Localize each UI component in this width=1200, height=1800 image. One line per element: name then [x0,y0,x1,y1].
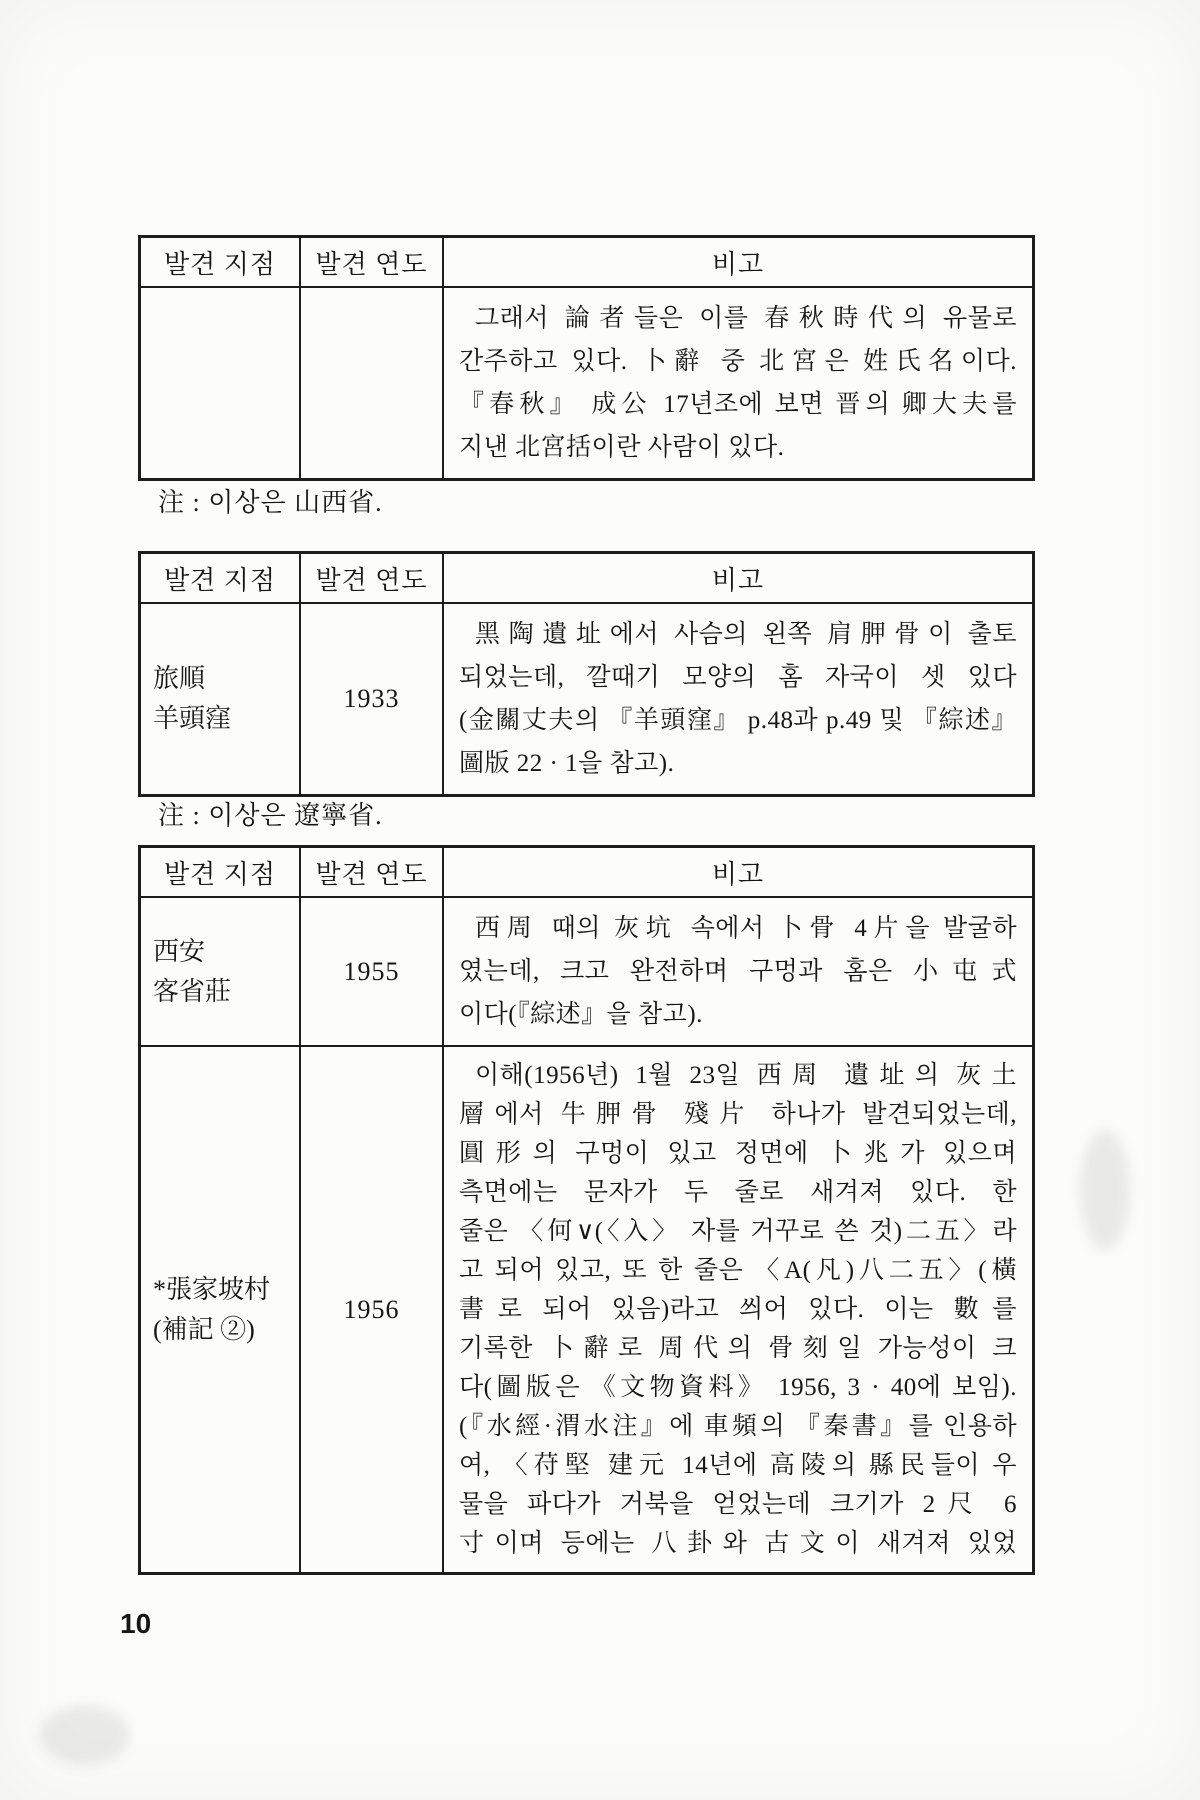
remark-line: 圖版 22 · 1을 참고). [459,750,675,777]
remark-line: 되었는데, 깔때기 모양의 홈 자국이 셋 있다 [459,664,1017,691]
table-row [141,1047,1032,1572]
remark-line: 이해(1956년) 1월 23일 西周 遺址의 灰土 [475,1062,1017,1089]
col-header-year: 발견 연도 [301,554,444,602]
remark-line: (金關丈夫의 『羊頭窪』 p.48과 p.49 및 『綜述』 [459,707,1017,734]
remark-line: 이다(『綜述』을 참고). [459,1001,703,1028]
col-header-year: 발견 연도 [301,238,444,286]
location-line: 西安 [153,936,206,966]
table-row [141,898,1032,1047]
table-row [141,288,1032,478]
remark-line: 였는데, 크고 완전하며 구멍과 홈은 小屯式 [459,958,1017,985]
col-header-remarks: 비고 [711,565,765,595]
discovery-table-liaoning [138,551,1035,797]
remark-line: 다(圖版은 《文物資料》 1956, 3 · 40에 보임). [459,1374,1017,1401]
table-row [141,604,1032,794]
col-header-location: 발견 지점 [141,554,301,602]
location-cell [141,1047,301,1572]
remarks-cell [444,1047,1032,1572]
remark-line: 측면에는 문자가 두 줄로 새겨져 있다. 한 [459,1179,1017,1206]
table-header-row [141,848,1032,898]
location-line: *張家坡村 [153,1274,271,1304]
remark-line: 西周 때의 灰坑 속에서 卜骨 4片을 발굴하 [475,915,1017,942]
col-header-year: 발견 연도 [301,848,444,896]
remark-line: 여, 〈苻堅 建元 14년에 高陵의 縣民들이 우 [459,1452,1017,1479]
table-header-row [141,238,1032,288]
remark-line: 지낸 北宮括이란 사람이 있다. [459,434,785,461]
year-cell: 1933 [301,604,444,794]
remark-line: 고 되어 있고, 또 한 줄은 〈A(凡)八二五〉(橫 [459,1257,1017,1284]
location-cell [141,604,301,794]
remark-line: 간주하고 있다. 卜辭 중 北宮은 姓氏名이다. [459,348,1017,375]
remark-line: 寸이며 등에는 八卦와 古文이 새겨져 있었 [459,1530,1017,1557]
table-header-row [141,554,1032,604]
col-header-remarks: 비고 [711,859,765,889]
col-header-location: 발견 지점 [141,848,301,896]
col-header-location: 발견 지점 [141,238,301,286]
year-cell: 1956 [301,1047,444,1572]
remarks-cell [444,288,1032,478]
remark-line: 黑陶遺址에서 사슴의 왼쪽 肩胛骨이 출토 [475,621,1017,648]
remark-line: 줄은 〈何∨(〈入〉 자를 거꾸로 쓴 것)二五〉라 [459,1218,1017,1245]
remark-line: 그래서 論者들은 이를 春秋時代의 유물로 [475,305,1017,332]
scan-artifact [1080,1130,1130,1250]
scan-artifact [40,1705,130,1765]
remarks-cell [444,604,1032,794]
year-cell [301,288,444,478]
remark-line: 層에서 牛胛骨 殘片 하나가 발견되었는데, [459,1101,1017,1128]
col-header-remarks: 비고 [711,249,765,279]
location-line: 客省莊 [153,976,232,1006]
remark-line: 기록한 卜辭로 周代의 骨刻일 가능성이 크 [459,1335,1017,1362]
remark-line: 『春秋』 成公 17년조에 보면 晋의 卿大夫를 [459,391,1017,418]
remark-line: 물을 파다가 거북을 얻었는데 크기가 2尺 6 [459,1491,1017,1518]
discovery-table-shanxi [138,235,1035,481]
table-note-liaoning: 注 : 이상은 遼寧省. [158,801,383,830]
remark-line: 書로 되어 있음)라고 씌어 있다. 이는 數를 [459,1296,1017,1323]
location-line: 羊頭窪 [153,704,232,733]
page-number: 10 [120,1608,152,1639]
location-line: (補記 ②) [153,1314,255,1344]
location-line: 旅順 [153,664,206,693]
remarks-cell [444,898,1032,1045]
discovery-table-xian [138,845,1035,1575]
year-cell: 1955 [301,898,444,1045]
location-cell [141,288,301,478]
table-note-shanxi: 注 : 이상은 山西省. [158,488,383,517]
location-cell [141,898,301,1045]
remark-line: (『水經·渭水注』에 車頻의 『秦書』를 인용하 [459,1413,1017,1440]
remark-line: 圓形의 구멍이 있고 정면에 卜兆가 있으며 [459,1140,1017,1167]
